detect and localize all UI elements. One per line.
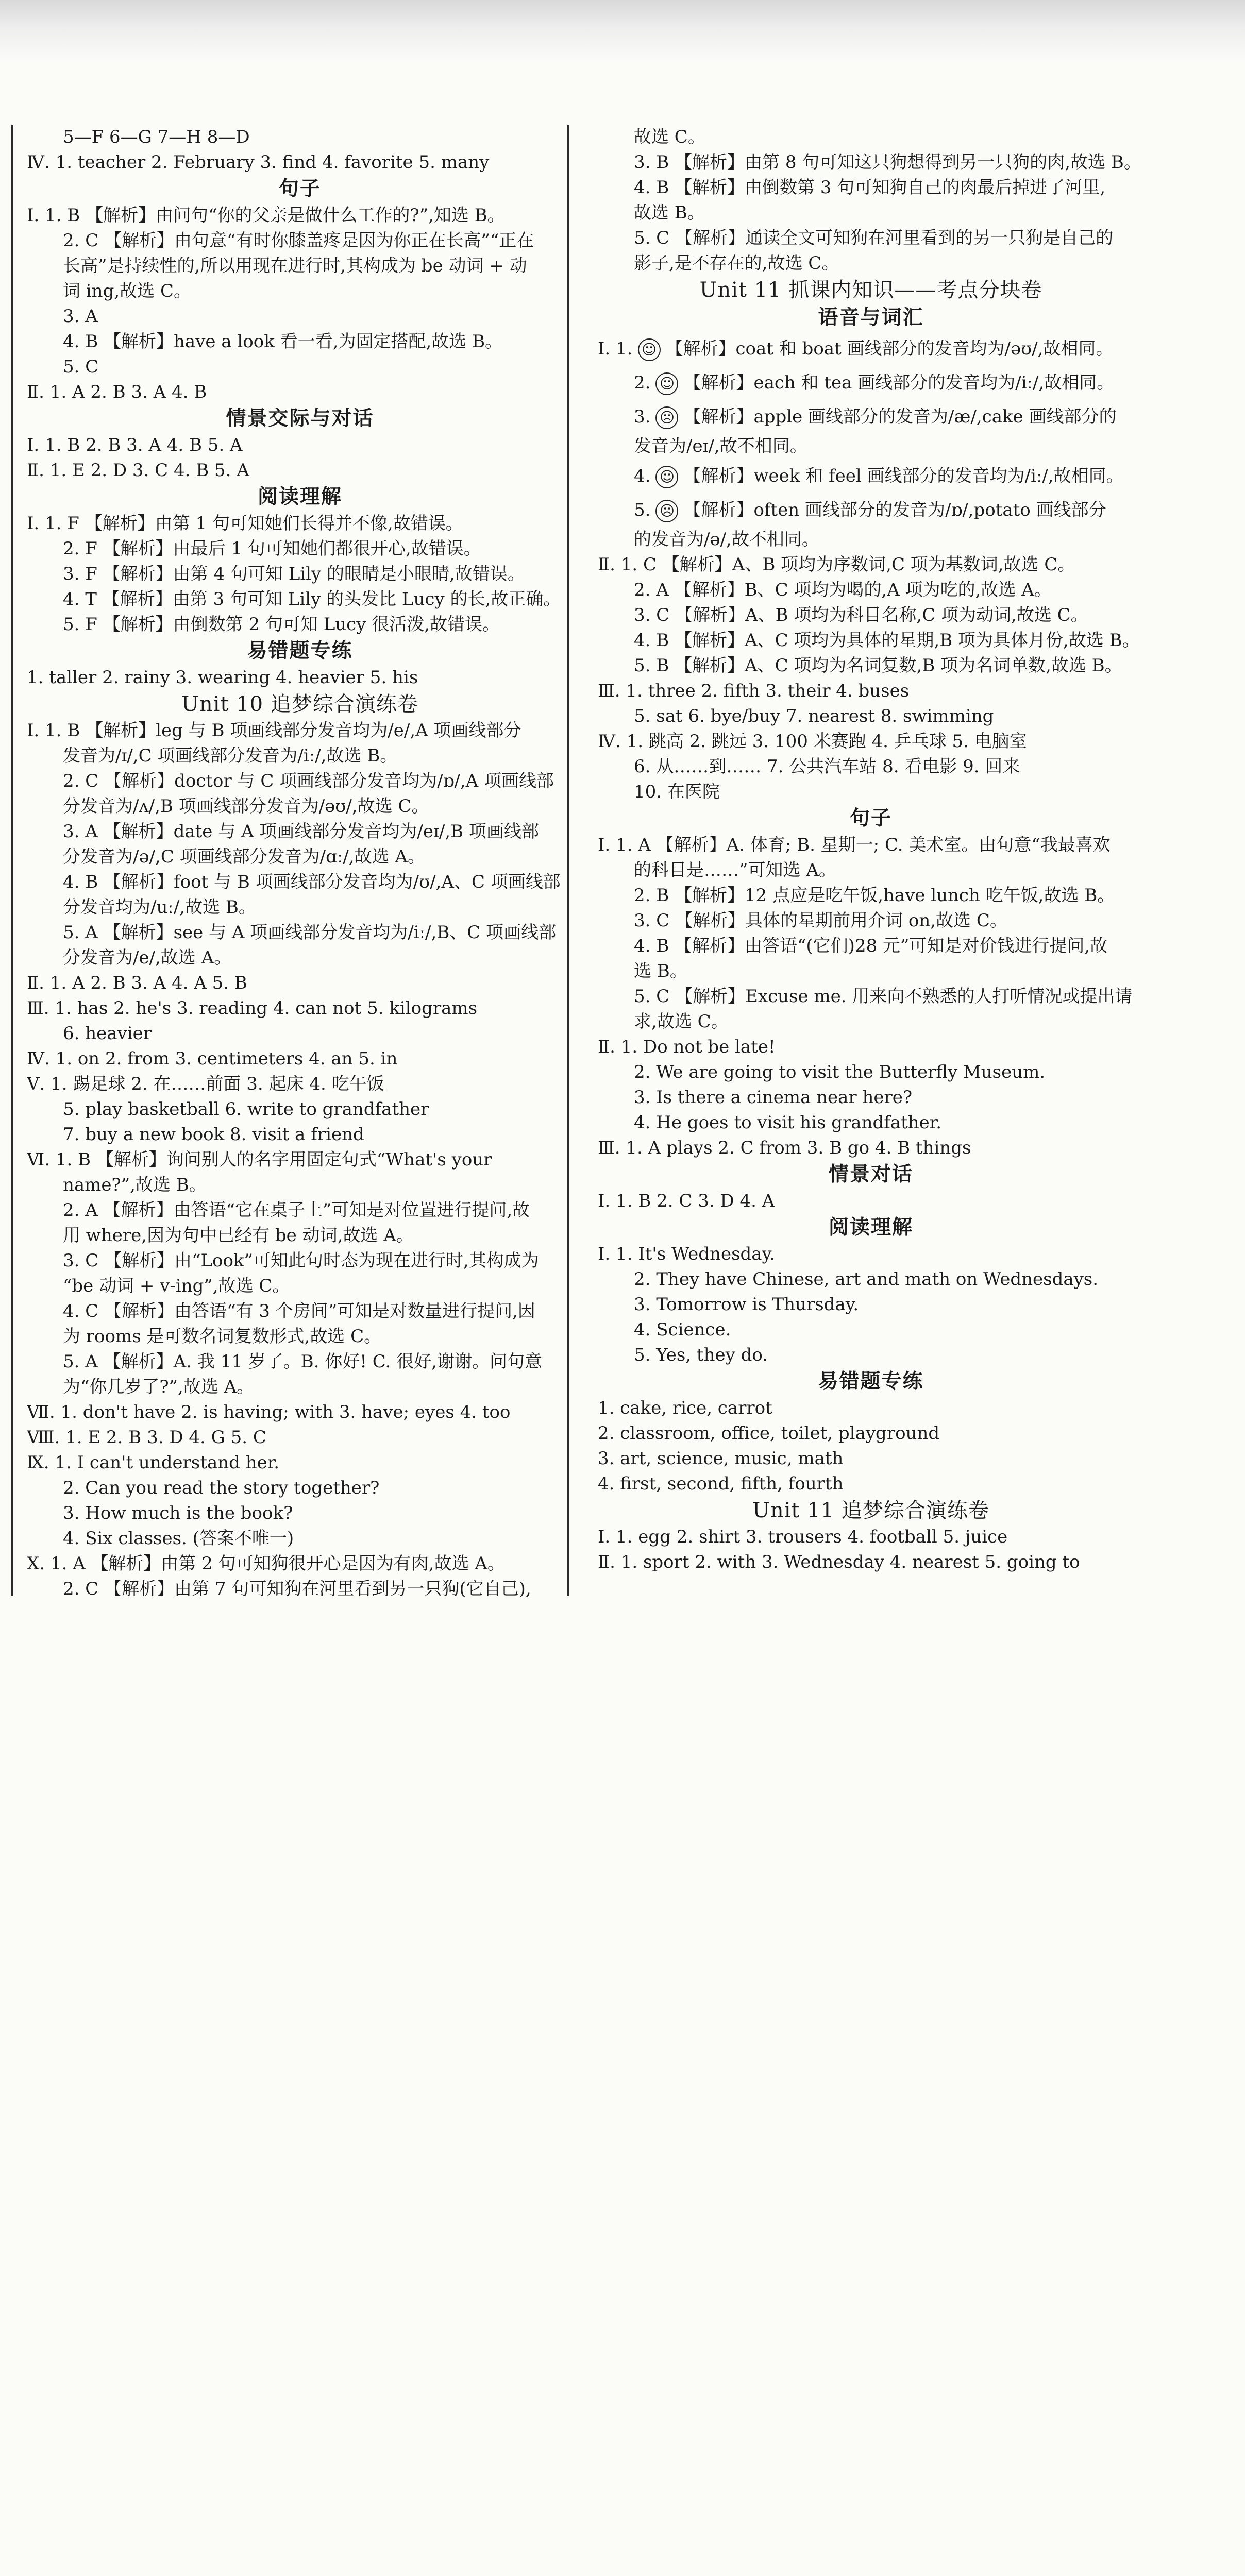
- answer-text: 【解析】coat 和 boat 画线部分的发音均为/əʊ/,故相同。: [665, 338, 1114, 359]
- answer-line: 4. He goes to visit his grandfather.: [634, 1112, 942, 1133]
- answer-line: 10. 在医院: [634, 782, 720, 802]
- section-heading: 语音与词汇: [818, 306, 924, 329]
- answer-line: 发音为/ɪ/,C 项画线部分发音为/iː/,故选 B。: [63, 745, 398, 766]
- smiley-face-icon: ☺: [655, 372, 678, 395]
- answer-line: 的发音为/ə/,故不相同。: [634, 529, 819, 550]
- answer-line: 5. C 【解析】通读全文可知狗在河里看到的另一只狗是自己的: [634, 228, 1114, 248]
- answer-line: Ⅰ. 1. B 2. C 3. D 4. A: [598, 1191, 775, 1211]
- answer-line: Ⅳ. 1. 跳高 2. 跳远 3. 100 米赛跑 4. 乒乓球 5. 电脑室: [598, 731, 1027, 752]
- answer-line: 2. F 【解析】由最后 1 句可知她们都很开心,故错误。: [63, 538, 481, 559]
- answer-line: [598, 332, 1144, 366]
- answer-line: 3. Tomorrow is Thursday.: [634, 1294, 859, 1315]
- answer-line: 4. Science.: [634, 1319, 731, 1340]
- top-scan-band: [0, 0, 1245, 62]
- answer-line: 2. C 【解析】由第 7 句可知狗在河里看到另一只狗(它自己),: [63, 1579, 531, 1599]
- answer-line: 2. C 【解析】由句意“有时你膝盖疼是因为你正在长高”“正在: [63, 230, 534, 251]
- answer-line: 2. A 【解析】B、C 项均为喝的,A 项为吃的,故选 A。: [634, 580, 1052, 600]
- answer-line: 4. C 【解析】由答语“有 3 个房间”可知是对数量进行提问,因: [63, 1301, 535, 1321]
- answer-line: 3. A 【解析】date 与 A 项画线部分发音均为/eɪ/,B 项画线部: [63, 821, 539, 842]
- answer-line: 为“你几岁了?”,故选 A。: [63, 1377, 255, 1397]
- answer-line: 发音为/eɪ/,故不相同。: [634, 436, 807, 456]
- answer-line: 3. A: [63, 306, 98, 327]
- answer-line: 4. B 【解析】A、C 项均为具体的星期,B 项为具体月份,故选 B。: [634, 630, 1140, 651]
- answer-line: 4. first, second, fifth, fourth: [598, 1473, 844, 1494]
- answer-line: 5. C: [63, 357, 99, 377]
- answer-line: 长高”是持续性的,所以用现在进行时,其构成为 be 动词 + 动: [63, 256, 527, 276]
- item-number: 3.: [634, 406, 651, 427]
- answer-line: 6. 从……到…… 7. 公共汽车站 8. 看电影 9. 回来: [634, 756, 1020, 777]
- answer-line: 为 rooms 是可数名词复数形式,故选 C。: [63, 1326, 382, 1347]
- answer-line: 2. A 【解析】由答语“它在桌子上”可知是对位置进行提问,故: [63, 1200, 530, 1221]
- answer-line: 3. art, science, music, math: [598, 1448, 844, 1469]
- answer-text: 【解析】each 和 tea 画线部分的发音均为/iː/,故相同。: [683, 372, 1115, 393]
- right-column: [598, 125, 1144, 1575]
- smiley-face-icon: ☺: [655, 466, 678, 488]
- answer-line: Ⅰ. 1. F 【解析】由第 1 句可知她们长得并不像,故错误。: [27, 513, 463, 534]
- sad-face-icon: ☹: [655, 406, 678, 429]
- answer-line: Ⅱ. 1. C 【解析】A、B 项均为序数词,C 项为基数词,故选 C。: [598, 554, 1075, 575]
- answer-line: Ⅲ. 1. three 2. fifth 3. their 4. buses: [598, 681, 910, 701]
- answer-line: Ⅱ. 1. sport 2. with 3. Wednesday 4. nearest 5. going to: [598, 1552, 1080, 1572]
- answer-line: Ⅶ. 1. don't have 2. is having; with 3. have; eyes 4. too: [27, 1402, 511, 1422]
- answer-line: 的科目是……”可知选 A。: [634, 860, 836, 880]
- answer-line: Ⅹ. 1. A 【解析】由第 2 句可知狗很开心是因为有肉,故选 A。: [27, 1553, 505, 1574]
- section-heading: 阅读理解: [828, 1216, 913, 1239]
- answer-line: Ⅵ. 1. B 【解析】询问别人的名字用固定句式“What's your: [27, 1149, 492, 1170]
- answer-line: Ⅰ. 1. B 【解析】由问句“你的父亲是做什么工作的?”,知选 B。: [27, 205, 505, 226]
- answer-line: 2. We are going to visit the Butterfly Museum.: [634, 1062, 1046, 1082]
- answer-line: 5. A 【解析】A. 我 11 岁了。B. 你好! C. 很好,谢谢。问句意: [63, 1351, 542, 1372]
- section-heading: 阅读理解: [257, 485, 342, 509]
- page-footer: [0, 1592, 1245, 1654]
- answer-line: Ⅱ. 1. A 2. B 3. A 4. A 5. B: [27, 973, 247, 993]
- answer-line: Ⅷ. 1. E 2. B 3. D 4. G 5. C: [27, 1427, 266, 1448]
- answer-line: 5. play basketball 6. write to grandfather: [63, 1099, 429, 1120]
- answer-line: 5. A 【解析】see 与 A 项画线部分发音均为/iː/,B、C 项画线部: [63, 922, 557, 943]
- answer-line: [598, 493, 1144, 527]
- answer-line: 求,故选 C。: [634, 1011, 729, 1032]
- answer-line: 5. F 【解析】由倒数第 2 句可知 Lucy 很活泼,故错误。: [63, 614, 500, 635]
- answer-line: 4. B 【解析】have a look 看一看,为固定搭配,故选 B。: [63, 331, 503, 352]
- answer-text: 【解析】apple 画线部分的发音为/æ/,cake 画线部分的: [683, 406, 1117, 427]
- smiley-face-icon: ☺: [638, 338, 661, 361]
- item-number: Ⅰ. 1.: [598, 338, 633, 359]
- answer-line: [598, 459, 1144, 493]
- answer-line: Ⅰ. 1. It's Wednesday.: [598, 1244, 776, 1264]
- answer-line: Ⅲ. 1. has 2. he's 3. reading 4. can not 5. kilograms: [27, 998, 478, 1019]
- answer-line: 4. B 【解析】由倒数第 3 句可知狗自己的肉最后掉进了河里,: [634, 177, 1106, 198]
- section-heading: Unit 10 追梦综合演练卷: [181, 692, 418, 716]
- answer-line: Ⅱ. 1. A 2. B 3. A 4. B: [27, 382, 207, 402]
- answer-line: [598, 400, 1144, 434]
- answer-line: Ⅱ. 1. E 2. D 3. C 4. B 5. A: [27, 460, 249, 481]
- answer-line: 4. T 【解析】由第 3 句可知 Lily 的头发比 Lucy 的长,故正确。: [63, 589, 561, 609]
- left-margin-rule: [11, 125, 13, 1596]
- section-heading: 易错题专练: [247, 639, 353, 663]
- answer-line: Ⅰ. 1. egg 2. shirt 3. trousers 4. football 5. juice: [598, 1527, 1008, 1547]
- answer-line: 2. They have Chinese, art and math on Wednesdays.: [634, 1269, 1099, 1290]
- sad-face-icon: ☹: [655, 500, 678, 522]
- answer-line: 分发音均为/uː/,故选 B。: [63, 897, 256, 918]
- answer-line: 4. B 【解析】由答语“(它们)28 元”可知是对价钱进行提问,故: [634, 936, 1108, 956]
- section-heading: Unit 11 抓课内知识——考点分块卷: [699, 278, 1042, 302]
- answer-line: 5. sat 6. bye/buy 7. nearest 8. swimming: [634, 706, 994, 726]
- answer-line: 3. C 【解析】具体的星期前用介词 on,故选 C。: [634, 910, 1007, 931]
- item-number: 4.: [634, 466, 651, 486]
- answer-line: 分发音为/e/,故选 A。: [63, 947, 232, 968]
- answer-line: 4. B 【解析】foot 与 B 项画线部分发音均为/ʊ/,A、C 项画线部: [63, 872, 561, 892]
- answer-line: Ⅸ. 1. I can't understand her.: [27, 1452, 280, 1473]
- answer-line: 2. C 【解析】doctor 与 C 项画线部分发音均为/ɒ/,A 项画线部: [63, 771, 554, 791]
- answer-line: 3. How much is the book?: [63, 1503, 293, 1523]
- answer-line: 5. B 【解析】A、C 项均为名词复数,B 项为名词单数,故选 B。: [634, 655, 1122, 676]
- section-heading: 句子: [278, 177, 321, 200]
- answer-line: 5—F 6—G 7—H 8—D: [63, 127, 250, 147]
- answer-line: 2. B 【解析】12 点应是吃午饭,have lunch 吃午饭,故选 B。: [634, 885, 1115, 906]
- item-number: 2.: [634, 372, 651, 393]
- answer-line: 6. heavier: [63, 1023, 152, 1044]
- section-heading: 情景对话: [828, 1163, 913, 1186]
- answer-line: Ⅴ. 1. 踢足球 2. 在……前面 3. 起床 4. 吃午饭: [27, 1074, 384, 1094]
- answer-line: 3. C 【解析】A、B 项均为科目名称,C 项为动词,故选 C。: [634, 605, 1088, 625]
- item-number: 5.: [634, 500, 651, 520]
- answer-line: Ⅰ. 1. B 2. B 3. A 4. B 5. A: [27, 435, 243, 455]
- answer-line: 5. Yes, they do.: [634, 1345, 768, 1365]
- answer-line: 故选 B。: [634, 202, 705, 223]
- answer-line: Ⅰ. 1. A 【解析】A. 体育; B. 星期一; C. 美术室。由句意“我最喜欢: [598, 835, 1111, 855]
- section-heading: 情景交际与对话: [226, 407, 374, 430]
- answer-line: “be 动词 + v-ing”,故选 C。: [63, 1276, 290, 1296]
- answer-line: 3. Is there a cinema near here?: [634, 1087, 913, 1108]
- answer-line: 4. Six classes. (答案不唯一): [63, 1528, 294, 1549]
- answer-line: Ⅳ. 1. on 2. from 3. centimeters 4. an 5. in: [27, 1048, 398, 1069]
- answer-line: 7. buy a new book 8. visit a friend: [63, 1124, 364, 1145]
- answer-line: 3. C 【解析】由“Look”可知此句时态为现在进行时,其构成为: [63, 1250, 539, 1271]
- answer-line: name?”,故选 B。: [63, 1175, 207, 1195]
- answer-text: 【解析】often 画线部分的发音为/ɒ/,potato 画线部分: [683, 500, 1106, 520]
- answer-line: 3. B 【解析】由第 8 句可知这只狗想得到另一只狗的肉,故选 B。: [634, 152, 1141, 173]
- answer-line: 分发音为/ə/,C 项画线部分发音为/ɑː/,故选 A。: [63, 846, 425, 867]
- answer-line: Ⅳ. 1. teacher 2. February 3. find 4. favorite 5. many: [27, 152, 490, 173]
- answer-line: 2. Can you read the story together?: [63, 1478, 380, 1498]
- answer-line: 分发音为/ʌ/,B 项画线部分发音为/əʊ/,故选 C。: [63, 796, 429, 817]
- answer-line: 用 where,因为句中已经有 be 动词,故选 A。: [63, 1225, 414, 1246]
- answer-line: 词 ing,故选 C。: [63, 281, 191, 301]
- answer-line: 故选 C。: [634, 127, 705, 147]
- answer-line: Ⅱ. 1. Do not be late!: [598, 1037, 776, 1057]
- answer-line: Ⅲ. 1. A plays 2. C from 3. B go 4. B things: [598, 1138, 971, 1158]
- answer-line: 2. classroom, office, toilet, playground: [598, 1423, 940, 1444]
- answer-line: 5. C 【解析】Excuse me. 用来向不熟悉的人打听情况或提出请: [634, 986, 1133, 1007]
- answer-line: Ⅰ. 1. B 【解析】leg 与 B 项画线部分发音均为/e/,A 项画线部分: [27, 720, 521, 741]
- answer-text: 【解析】week 和 feel 画线部分的发音均为/iː/,故相同。: [683, 466, 1124, 486]
- answer-line: [598, 366, 1144, 400]
- left-column: [27, 125, 573, 1602]
- section-heading: Unit 11 追梦综合演练卷: [752, 1499, 989, 1522]
- answer-line: 3. F 【解析】由第 4 句可知 Lily 的眼睛是小眼睛,故错误。: [63, 564, 525, 584]
- section-heading: 句子: [849, 807, 892, 830]
- answer-line: 影子,是不存在的,故选 C。: [634, 253, 839, 274]
- answer-line: 1. cake, rice, carrot: [598, 1398, 772, 1418]
- answer-line: 选 B。: [634, 961, 687, 981]
- section-heading: 易错题专练: [818, 1370, 924, 1393]
- answer-line: 1. taller 2. rainy 3. wearing 4. heavier 5. his: [27, 667, 418, 688]
